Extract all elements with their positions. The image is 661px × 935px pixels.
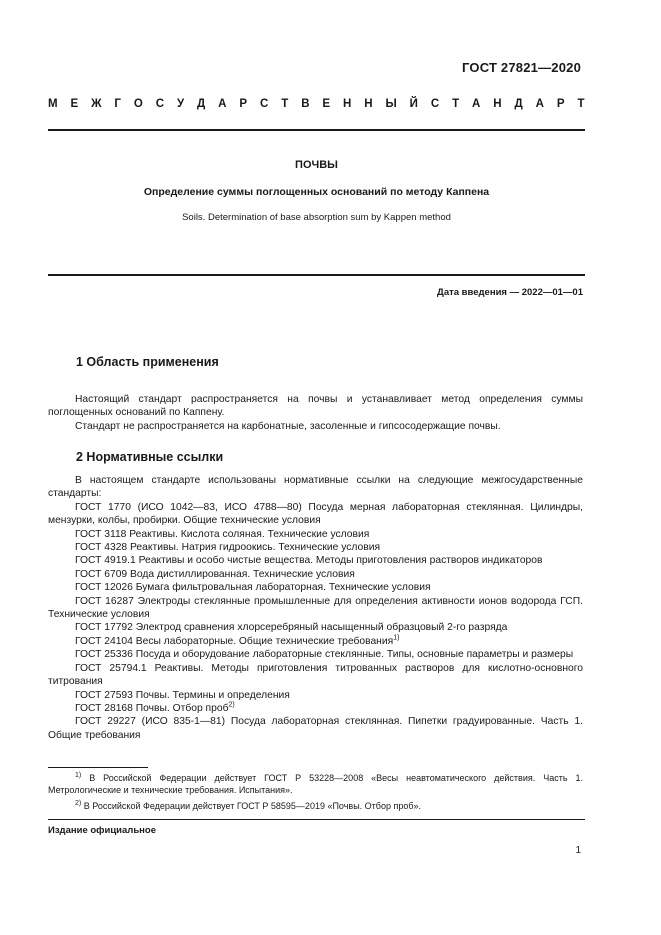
footnote-ref: 1)	[393, 634, 400, 642]
document-subtitle: Определение суммы поглощенных оснований по методу Каппена	[143, 186, 490, 198]
reference-item: ГОСТ 16287 Электроды стеклянные промышленные для определения активности ионов водорода ГСП. Технические условия	[48, 595, 583, 621]
reference-text: ГОСТ 28168 Почвы. Отбор проб	[75, 702, 229, 714]
section-1-heading: 1 Область применения	[76, 355, 219, 369]
reference-item: ГОСТ 25794.1 Реактивы. Методы приготовления титрованных растворов для кислотно-основного титрования	[48, 662, 583, 688]
page-number: 1	[575, 845, 581, 856]
section-1-body	[48, 393, 583, 433]
reference-item: ГОСТ 1770 (ИСО 1042—83, ИСО 4788—80) Посуда мерная лабораторная стеклянная. Цилиндры, мензурки, колбы, пробирки. Общие технические условия	[48, 501, 583, 527]
reference-item: ГОСТ 12026 Бумага фильтровальная лабораторная. Технические условия	[75, 582, 431, 594]
reference-item: ГОСТ 4328 Реактивы. Натрия гидроокись. Технические условия	[75, 542, 381, 554]
english-title: Soils. Determination of base absorption sum by Kappen method	[182, 212, 451, 223]
footnote	[48, 800, 583, 812]
section-2-heading: 2 Нормативные ссылки	[76, 450, 224, 464]
reference-item: ГОСТ 29227 (ИСО 835-1—81) Посуда лабораторная стеклянная. Пипетки градуированные. Часть 1. Общие требования	[48, 716, 583, 741]
footnote-text: В Российской Федерации действует ГОСТ Р 58595—2019 «Почвы. Отбор проб».	[83, 800, 422, 811]
footnote-ref: 2)	[228, 701, 235, 709]
reference-text: ГОСТ 24104 Весы лабораторные. Общие технические требования	[75, 635, 394, 647]
introduction-date: Дата введения — 2022—01—01	[437, 287, 583, 298]
reference-item: ГОСТ 6709 Вода дистиллированная. Технические условия	[75, 568, 355, 580]
reference-item: ГОСТ 27593 Почвы. Термины и определения	[75, 689, 290, 701]
paragraph: Настоящий стандарт распространяется на почвы и устанавливает метод определения суммы поглощенных оснований по Каппену.	[48, 394, 583, 419]
footnote-divider	[48, 767, 148, 768]
reference-item: ГОСТ 17792 Электрод сравнения хлорсеребряный насыщенный образцовый 2-го разряда	[75, 622, 508, 634]
footnotes	[48, 772, 583, 815]
reference-item: ГОСТ 25336 Посуда и оборудование лабораторные стеклянные. Типы, основные параметры и размеры	[75, 649, 574, 661]
middle-divider	[48, 274, 585, 276]
reference-item	[48, 635, 583, 648]
footnote-mark: 1)	[75, 772, 82, 779]
reference-item: ГОСТ 3118 Реактивы. Кислота соляная. Технические условия	[75, 528, 370, 540]
footnote	[48, 772, 583, 797]
reference-item	[48, 702, 583, 715]
document-title: ПОЧВЫ	[295, 159, 338, 171]
top-divider	[48, 129, 585, 131]
paragraph: В настоящем стандарте использованы нормативные ссылки на следующие межгосударственные стандарты:	[48, 475, 583, 500]
footnote-text: В Российской Федерации действует ГОСТ Р 53228—2008 «Весы неавтоматического действия. Часть 1. Метрологические и технические требования. Испытания».	[48, 773, 583, 796]
reference-item: ГОСТ 4919.1 Реактивы и особо чистые вещества. Методы приготовления растворов индикаторов	[75, 555, 543, 567]
section-2-body	[48, 474, 583, 742]
edition-label: Издание официальное	[48, 825, 156, 836]
paragraph: Стандарт не распространяется на карбонатные, засоленные и гипсосодержащие почвы.	[75, 420, 501, 432]
bottom-divider	[48, 819, 585, 820]
footnote-mark: 2)	[75, 799, 82, 807]
interstate-standard-label: М Е Ж Г О С У Д А Р С Т В Е Н Н Ы Й С Т А Н Д А Р Т	[48, 98, 585, 110]
standard-code: ГОСТ 27821—2020	[462, 60, 581, 75]
